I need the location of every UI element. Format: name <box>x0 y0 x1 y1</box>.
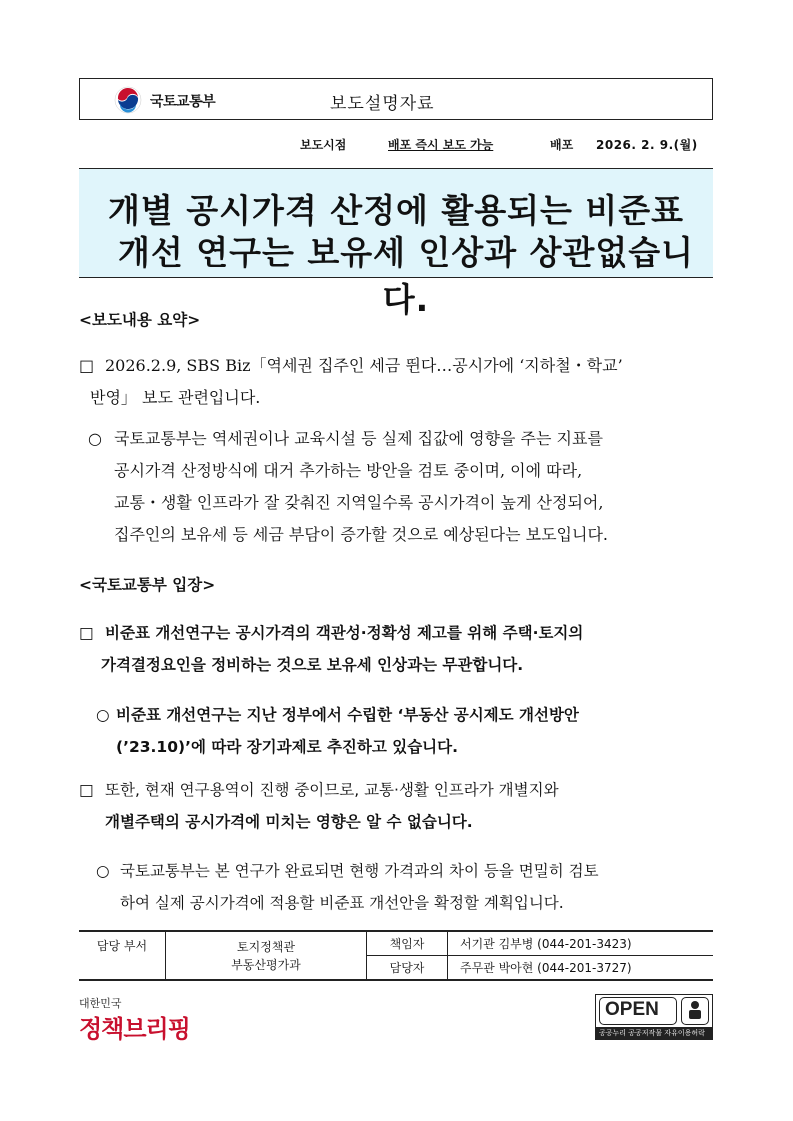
person-1: 서기관 김부병 (044-201-3423) <box>448 931 714 956</box>
role-1: 책임자 <box>367 931 448 956</box>
summary-heading: <보도내용 요약> <box>79 311 201 329</box>
release-time-value: 배포 즉시 보도 가능 <box>388 138 494 152</box>
square-bullet: □ <box>79 781 94 799</box>
position-item-2-line-1: 또한, 현재 연구용역이 진행 중이므로, 교통·생활 인프라가 개별지와 <box>105 781 559 799</box>
circle-bullet: ○ <box>88 429 102 448</box>
position-item-1a-line-1: 비준표 개선연구는 지난 정부에서 수립한 ‘부동산 공시제도 개선방안 <box>116 706 579 724</box>
open-text: OPEN <box>605 999 659 1020</box>
role-2: 담당자 <box>367 956 448 981</box>
ministry-name: 국토교통부 <box>150 94 216 110</box>
taegeuk-logo-icon <box>114 86 142 114</box>
summary-item-1 <box>79 350 719 414</box>
dept-names <box>166 931 367 980</box>
dept-line-1: 토지정책관 <box>237 939 295 954</box>
brief-logo-big: 정책브리핑 <box>79 1015 190 1043</box>
summary-item-1-line-2: 반영」 보도 관련입니다. <box>90 388 261 407</box>
title-line-2: 개선 연구는 보유세 인상과 상관없습니다. <box>117 233 694 319</box>
position-item-1a-line-2: (’23.10)’에 따라 장기과제로 추진하고 있습니다. <box>116 738 459 756</box>
summary-sub-line-2: 공시가격 산정방식에 대거 추가하는 방안을 검토 중이며, 이에 따라, <box>114 461 583 480</box>
open-subtext: 공공누리 공공저작물 자유이용허락 <box>599 1029 705 1037</box>
brief-logo-small: 대한민국 <box>79 997 122 1010</box>
title-box <box>79 168 713 319</box>
summary-item-1-line-1: 2026.2.9, SBS Biz「역세권 집주인 세금 뛴다…공시가에 ‘지하철・학교’ <box>105 356 623 375</box>
header-box <box>79 78 713 120</box>
release-date-value: 2026. 2. 9.(월) <box>596 138 698 152</box>
person-2: 주무관 박아현 (044-201-3727) <box>448 956 714 981</box>
title-line-1: 개별 공시가격 산정에 활용되는 비준표 <box>107 191 684 230</box>
circle-bullet: ○ <box>96 862 110 880</box>
open-license-mark <box>595 994 713 1040</box>
position-item-2a-line-1: 국토교통부는 본 연구가 완료되면 현행 가격과의 차이 등을 면밀히 검토 <box>120 862 599 880</box>
policy-briefing-logo <box>79 995 190 1044</box>
person-icon <box>686 1000 704 1022</box>
position-item-2 <box>79 774 719 838</box>
summary-sub-line-3: 교통・생활 인프라가 잘 갖춰진 지역일수록 공시가격이 높게 산정되어, <box>114 493 604 512</box>
position-item-1a <box>96 699 726 763</box>
square-bullet: □ <box>79 356 95 375</box>
position-heading: <국토교통부 입장> <box>79 576 216 594</box>
summary-sub-item <box>88 423 728 551</box>
position-item-2a <box>96 855 726 919</box>
release-time-label: 보도시점 <box>300 138 347 152</box>
position-item-1 <box>79 617 719 681</box>
summary-sub-line-4: 집주인의 보유세 등 세금 부담이 증가할 것으로 예상된다는 보도입니다. <box>114 525 608 544</box>
release-date-label: 배포 <box>550 138 574 152</box>
position-item-2-line-2: 개별주택의 공시가격에 미치는 영향은 알 수 없습니다. <box>105 813 473 831</box>
document-type: 보도설명자료 <box>330 94 435 114</box>
position-item-1-line-2: 가격결정요인을 정비하는 것으로 보유세 인상과는 무관합니다. <box>101 656 524 674</box>
position-item-1-line-1: 비준표 개선연구는 공시가격의 객관성·정확성 제고를 위해 주택·토지의 <box>105 624 584 642</box>
dept-label: 담당 부서 <box>79 931 166 980</box>
circle-bullet: ○ <box>96 706 110 724</box>
dept-line-2: 부동산평가과 <box>231 957 301 972</box>
contact-table <box>79 930 713 981</box>
square-bullet: □ <box>79 624 94 642</box>
position-item-2a-line-2: 하여 실제 공시가격에 적용할 비준표 개선안을 확정할 계획입니다. <box>120 894 564 912</box>
summary-sub-line-1: 국토교통부는 역세권이나 교육시설 등 실제 집값에 영향을 주는 지표를 <box>114 429 603 448</box>
